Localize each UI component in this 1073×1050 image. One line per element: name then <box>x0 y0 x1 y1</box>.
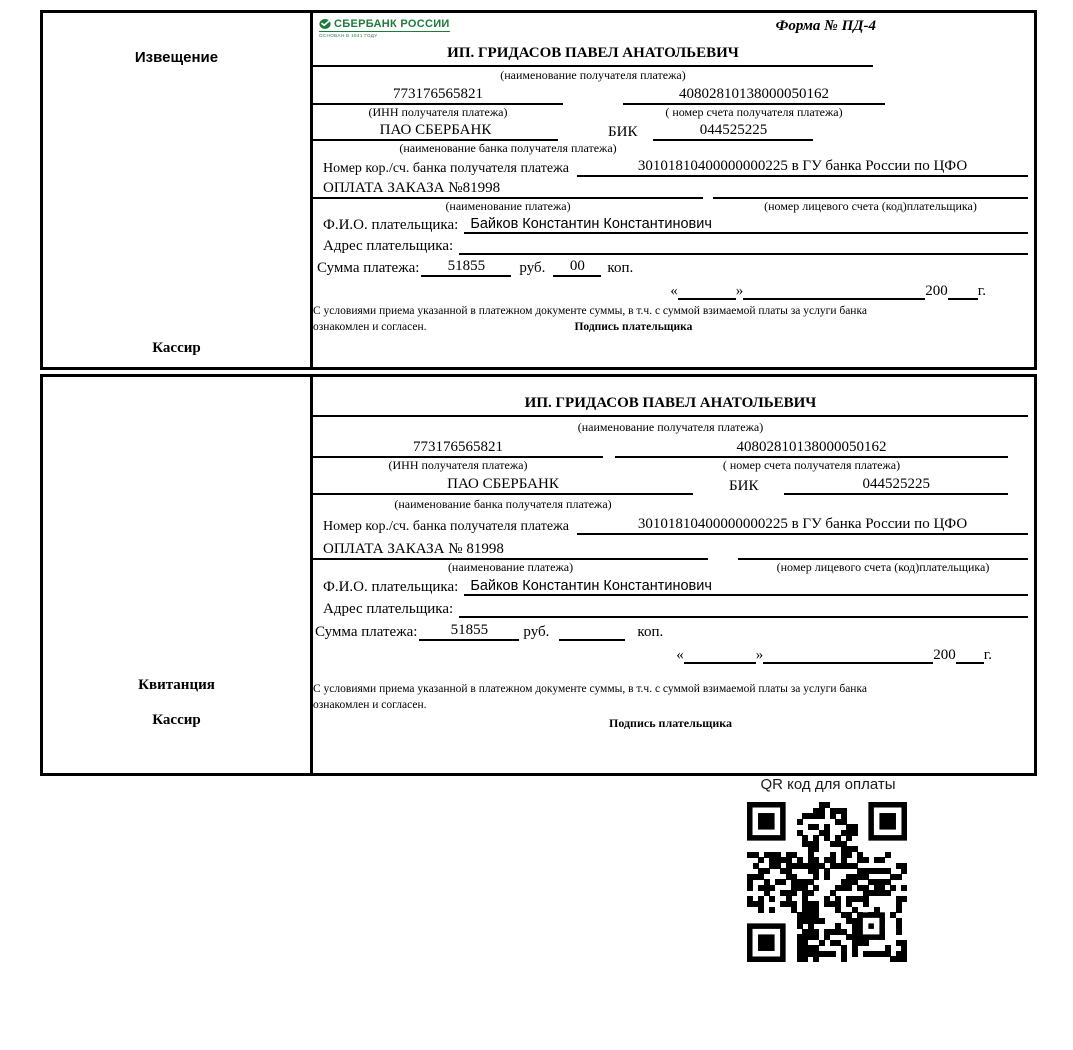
account-label: ( номер счета получателя платежа) <box>665 105 843 119</box>
date-quote-open: « <box>670 283 678 299</box>
sum-label: Сумма платежа: <box>317 260 420 276</box>
recipient-name: ИП. ГРИДАСОВ ПАВЕЛ АНАТОЛЬЕВИЧ <box>313 395 1028 417</box>
payer-name-value: Байков Константин Константинович <box>464 578 1028 596</box>
recipient-name-label: (наименование получателя платежа) <box>577 420 764 434</box>
rub-label: руб. <box>523 624 550 640</box>
slip-type-label: Квитанция <box>138 677 215 693</box>
date-year-prefix: 200 <box>925 283 948 299</box>
notice-left-column <box>43 13 313 367</box>
payer-address-label: Адрес плательщика: <box>323 601 454 617</box>
date-year-line <box>948 284 978 300</box>
receipt-left-column <box>43 377 313 773</box>
qr-code <box>747 802 907 962</box>
signature-label: Подпись плательщика <box>574 320 693 333</box>
bank-name-label: (наименование банка получателя платежа) <box>394 497 612 511</box>
account-label: ( номер счета получателя платежа) <box>722 458 901 472</box>
account-value: 40802810138000050162 <box>615 439 1008 458</box>
payer-name-value: Байков Константин Константинович <box>464 216 1028 234</box>
corr-account-value: 30101810400000000225 в ГУ банка России по ЦФО <box>577 158 1028 177</box>
sberbank-logo-text: СБЕРБАНК РОССИИ <box>334 18 450 30</box>
payment-purpose-value: ОПЛАТА ЗАКАЗА № 81998 <box>313 541 708 560</box>
agreement-line2: ознакомлен и согласен. <box>313 698 427 711</box>
bank-name-label: (наименование банка получателя платежа) <box>399 141 617 155</box>
bik-label: БИК <box>729 478 759 494</box>
date-month-line <box>763 648 933 664</box>
agreement-text <box>313 304 1028 335</box>
receipt-section <box>40 374 1037 776</box>
date-year-suffix: г. <box>983 647 992 663</box>
date-year-suffix: г. <box>977 283 986 299</box>
agreement-line1: С условиями приема указанной в платежном документе суммы, в т.ч. с суммой взимаемой платы за услуги банка <box>313 305 867 317</box>
sum-kop-value <box>559 639 625 641</box>
date-year-line <box>956 648 984 664</box>
sberbank-logo-icon <box>319 18 331 30</box>
personal-account-label: (номер лицевого счета (код)плательщика) <box>764 199 977 213</box>
personal-account-label: (номер лицевого счета (код)плательщика) <box>776 560 990 574</box>
date-quote-close: » <box>735 283 744 299</box>
kop-label: коп. <box>607 260 634 276</box>
sberbank-logo-subtext: ОСНОВАН В 1841 ГОДУ <box>319 33 378 38</box>
payment-purpose-label: (наименование платежа) <box>447 560 574 574</box>
bank-name-value: ПАО СБЕРБАНК <box>313 476 693 495</box>
payment-purpose-value: ОПЛАТА ЗАКАЗА №81998 <box>313 180 703 199</box>
corr-account-value: 30101810400000000225 в ГУ банка России по ЦФО <box>577 516 1028 535</box>
recipient-name: ИП. ГРИДАСОВ ПАВЕЛ АНАТОЛЬЕВИЧ <box>313 45 873 67</box>
sberbank-logo <box>319 18 450 38</box>
signature-label: Подпись плательщика <box>609 716 732 731</box>
inn-value: 773176565821 <box>313 439 603 458</box>
cashier-label: Кассир <box>152 712 201 728</box>
bik-value: 044525225 <box>784 476 1008 495</box>
slip-type-label: Извещение <box>134 49 219 66</box>
recipient-name-label: (наименование получателя платежа) <box>500 68 686 82</box>
agreement-line2: ознакомлен и согласен. <box>313 320 427 333</box>
sum-kop-value: 00 <box>553 258 601 277</box>
payment-purpose-label: (наименование платежа) <box>445 199 571 213</box>
inn-label: (ИНН получателя платежа) <box>388 458 528 472</box>
receipt-right-column <box>313 377 1034 773</box>
qr-label: QR код для оплаты <box>760 776 896 793</box>
payer-name-label: Ф.И.О. плательщика: <box>323 217 459 233</box>
payer-address-value <box>459 600 1028 618</box>
cashier-label: Кассир <box>152 340 201 356</box>
notice-section <box>40 10 1037 370</box>
qr-payment-block <box>747 776 909 962</box>
pd4-payment-form <box>40 10 1037 776</box>
sum-rub-value: 51855 <box>421 258 511 277</box>
kop-label: коп. <box>637 624 664 640</box>
inn-value: 773176565821 <box>313 86 563 105</box>
agreement-text <box>313 682 1028 713</box>
personal-account-line <box>738 542 1028 560</box>
sum-label: Сумма платежа: <box>315 624 418 640</box>
agreement-line1: С условиями приема указанной в платежном документе суммы, в т.ч. с суммой взимаемой платы за услуги банка <box>313 683 867 695</box>
account-value: 40802810138000050162 <box>623 86 885 105</box>
corr-account-label: Номер кор./сч. банка получателя платежа <box>323 161 569 176</box>
payer-address-label: Адрес плательщика: <box>323 238 454 254</box>
form-number: Форма № ПД-4 <box>775 18 876 34</box>
date-quote-open: « <box>676 647 684 663</box>
inn-label: (ИНН получателя платежа) <box>368 105 508 119</box>
date-day-line <box>678 284 736 300</box>
rub-label: руб. <box>519 260 546 276</box>
personal-account-line <box>713 181 1028 199</box>
date-quote-close: » <box>755 647 764 663</box>
date-month-line <box>743 284 925 300</box>
payer-name-label: Ф.И.О. плательщика: <box>323 579 459 595</box>
sum-rub-value: 51855 <box>419 622 519 641</box>
date-year-prefix: 200 <box>933 647 956 663</box>
bank-name-value: ПАО СБЕРБАНК <box>313 122 558 141</box>
notice-right-column <box>313 13 1034 367</box>
corr-account-label: Номер кор./сч. банка получателя платежа <box>323 519 569 534</box>
date-day-line <box>684 648 756 664</box>
bik-label: БИК <box>608 124 638 140</box>
payer-address-value <box>459 237 1028 255</box>
bik-value: 044525225 <box>653 122 813 141</box>
